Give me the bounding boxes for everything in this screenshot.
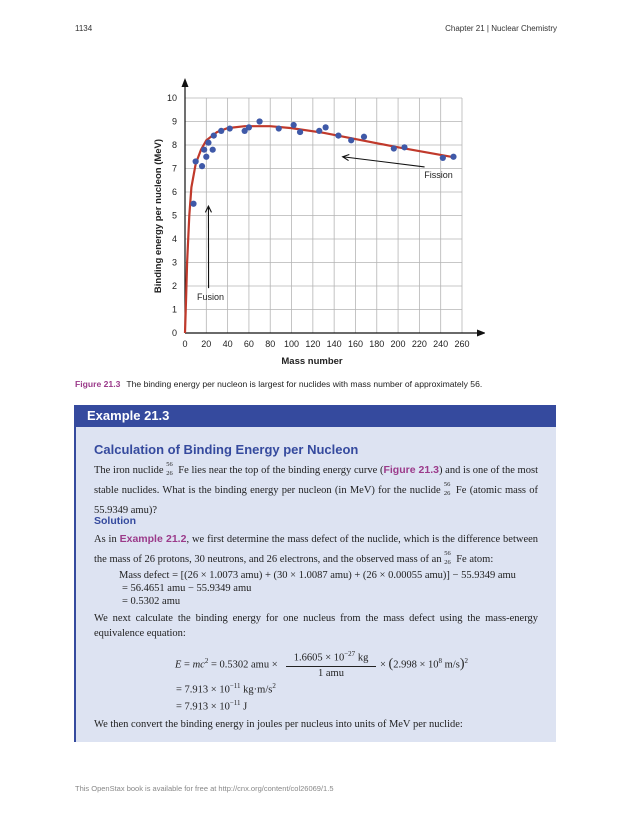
y-axis-label: Binding energy per nucleon (MeV) bbox=[153, 138, 164, 294]
x-tick-label: 80 bbox=[265, 339, 276, 349]
chart-axes bbox=[182, 78, 486, 337]
nuclide-fe: 56 26 bbox=[166, 460, 173, 477]
data-point bbox=[201, 147, 207, 153]
figure-caption bbox=[75, 379, 482, 389]
problem-paragraph bbox=[94, 460, 538, 521]
data-point bbox=[440, 155, 446, 161]
y-tick-label: 3 bbox=[171, 257, 177, 268]
y-tick-label: 1 bbox=[171, 304, 177, 315]
p1-a: The iron nuclide bbox=[94, 465, 164, 476]
fission-label: Fission bbox=[424, 169, 453, 180]
figure-caption-text: The binding energy per nucleon is largest for nuclides with mass number of approximately 56. bbox=[126, 379, 483, 389]
p2-b: , we first determine the mass defect of the nuclide, which is the difference between the mass of 26 protons, 30 neutrons, and 26 electrons, and the observed mass of an bbox=[94, 534, 539, 565]
data-point bbox=[211, 133, 217, 139]
figure-label: Figure 21.3 bbox=[75, 379, 121, 389]
data-point bbox=[205, 140, 211, 146]
chart-annotations bbox=[197, 155, 453, 303]
nuclide-symbol: Fe bbox=[178, 465, 189, 476]
solution-paragraph bbox=[94, 529, 538, 570]
nuclide-fe-2: 56 26 bbox=[443, 480, 451, 497]
p1-c: ) and is one of the most stable nuclides. What is the binding energy per nucleon (in MeV) for the nuclide bbox=[94, 465, 538, 496]
data-point bbox=[199, 163, 205, 169]
data-point bbox=[335, 133, 341, 139]
data-point bbox=[401, 144, 407, 150]
y-tick-label: 6 bbox=[171, 187, 177, 197]
energy-eq-line2: = $7.913 \times 10^{-11}$ $kg\cdot m/s^2$ bbox=[176, 682, 276, 696]
y-axis-arrowhead bbox=[182, 78, 189, 87]
data-point bbox=[323, 124, 329, 130]
example-title: Example 21.3 bbox=[74, 405, 556, 427]
data-point bbox=[193, 158, 199, 164]
p2-c: atom: bbox=[469, 554, 494, 565]
conversion-paragraph: We then convert the binding energy in joules per nucleus into units of MeV per nuclide: bbox=[94, 719, 463, 730]
p1-d: (atomic mass of 55.9349 amu)? bbox=[94, 485, 539, 516]
solution-label: Solution bbox=[94, 515, 136, 527]
y-tick-label: 0 bbox=[171, 328, 177, 338]
fusion-label: Fusion bbox=[197, 292, 225, 303]
data-point bbox=[246, 124, 252, 130]
y-tick-label: 8 bbox=[171, 140, 177, 150]
fission-arrow bbox=[343, 157, 425, 167]
x-tick-label: 0 bbox=[182, 339, 188, 349]
data-point bbox=[450, 154, 456, 160]
x-tick-label: 220 bbox=[411, 339, 427, 349]
data-point bbox=[203, 154, 209, 160]
y-tick-label: 10 bbox=[166, 93, 177, 103]
y-tick-label: 4 bbox=[171, 234, 177, 244]
x-tick-label: 40 bbox=[222, 339, 233, 349]
nuclide-symbol-2: Fe bbox=[455, 485, 467, 496]
data-point bbox=[291, 122, 297, 128]
x-tick-label: 20 bbox=[201, 339, 212, 349]
data-point bbox=[316, 128, 322, 134]
p1-b: lies near the top of the binding energy curve ( bbox=[191, 465, 384, 476]
p2-a: As in bbox=[94, 534, 117, 545]
example-link[interactable]: Example 21.2 bbox=[119, 533, 187, 545]
data-point bbox=[227, 125, 233, 131]
x-tick-label: 100 bbox=[284, 339, 300, 349]
x-axis-label: Mass number bbox=[281, 356, 343, 367]
mass-defect-eq-1: Mass defect = [(26 × 1.0073 amu) + (30 × 1.0087 amu) + (26 × 0.00055 amu)] − 55.9349 amu bbox=[119, 570, 516, 581]
mass-defect-eq-2: = 56.4651 amu − 55.9349 amu bbox=[122, 583, 252, 594]
nuclide-symbol-3: Fe bbox=[456, 554, 467, 565]
example-heading: Calculation of Binding Energy per Nucleon bbox=[94, 442, 359, 457]
binding-energy-curve bbox=[185, 126, 451, 333]
mass-defect-eq-3: = 0.5302 amu bbox=[122, 596, 181, 607]
y-tick-label: 2 bbox=[171, 281, 177, 291]
x-tick-label: 200 bbox=[390, 339, 406, 349]
energy-eq-line3: = $7.913 \times 10^{-11}$ J bbox=[176, 699, 248, 713]
page-number: 1134 bbox=[75, 24, 93, 33]
data-point bbox=[210, 147, 216, 153]
data-point bbox=[190, 201, 196, 207]
energy-paragraph: We next calculate the binding energy for one nucleus from the mass defect using the mass-energy equivalence equation: bbox=[94, 613, 538, 639]
x-tick-label: 160 bbox=[347, 339, 363, 349]
x-axis-arrowhead bbox=[477, 330, 485, 337]
y-tick-label: 5 bbox=[171, 210, 177, 221]
x-tick-label: 180 bbox=[369, 339, 385, 349]
binding-energy-chart bbox=[140, 72, 485, 372]
nuclide-fe-3: 56 26 bbox=[444, 549, 451, 566]
page-footer: This OpenStax book is available for free at http://cnx.org/content/col26069/1.5 bbox=[75, 784, 334, 793]
x-tick-label: 240 bbox=[433, 339, 449, 349]
fraction: $1.6605 \times 10^{-27}$ kg 1 amu bbox=[286, 648, 376, 680]
data-points bbox=[190, 118, 456, 206]
data-point bbox=[348, 137, 354, 143]
data-point bbox=[391, 145, 397, 151]
chapter-header: Chapter 21 | Nuclear Chemistry bbox=[445, 24, 557, 33]
x-tick-label: 120 bbox=[305, 339, 321, 349]
x-tick-label: 260 bbox=[454, 339, 470, 349]
energy-eq-rhs: × ($2.998 \times 10^8$ m/s)$^2$ bbox=[380, 656, 468, 672]
figure-link[interactable]: Figure 21.3 bbox=[383, 464, 439, 476]
y-tick-label: 9 bbox=[171, 116, 177, 127]
data-point bbox=[256, 118, 262, 124]
energy-eq-lhs: $E = mc^2 = 0.5302$ amu × bbox=[175, 657, 278, 671]
x-tick-label: 60 bbox=[243, 339, 254, 349]
data-point bbox=[218, 128, 224, 134]
data-point bbox=[361, 134, 367, 140]
data-point bbox=[297, 129, 303, 135]
x-tick-label: 140 bbox=[326, 339, 342, 349]
data-point bbox=[276, 125, 282, 131]
y-tick-label: 7 bbox=[171, 163, 177, 174]
